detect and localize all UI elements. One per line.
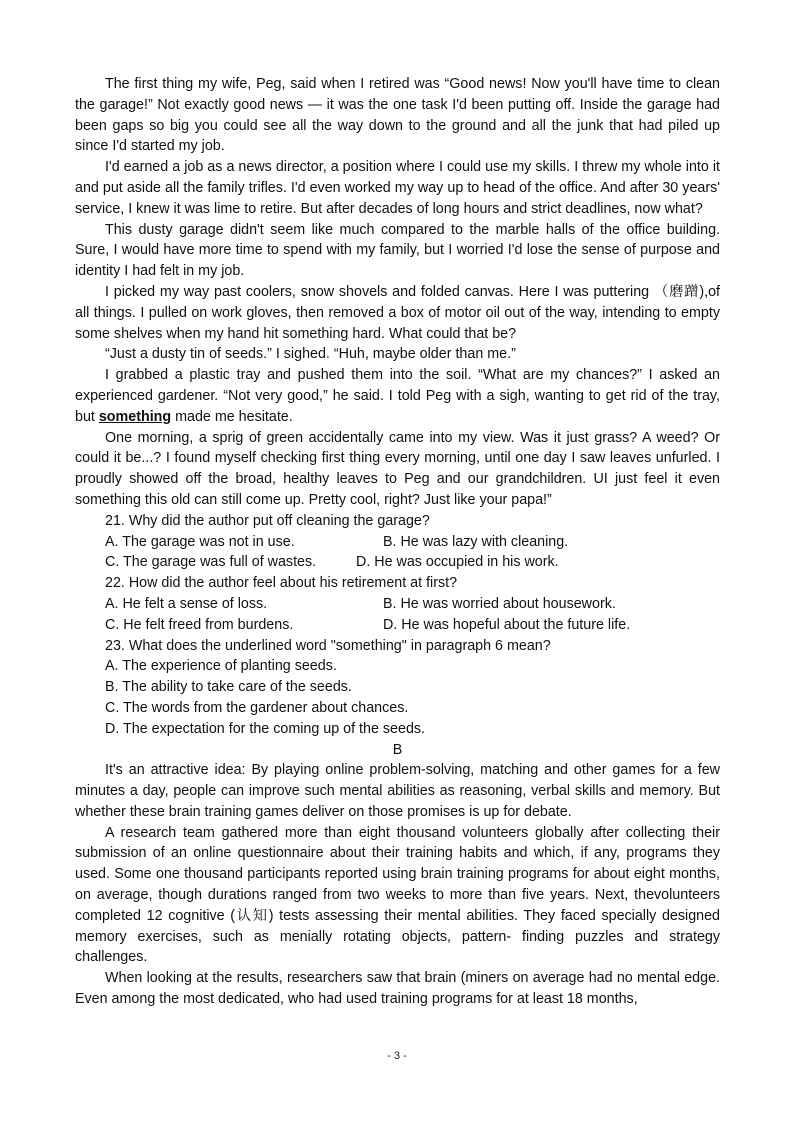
underlined-word: something bbox=[98, 408, 172, 425]
page-number: - 3 - bbox=[387, 1050, 407, 1062]
paragraph: I picked my way past coolers, snow shovels and folded canvas. Here I was puttering （磨蹭),of all things. I pulled on work gloves, then removed a box of motor oil out of the way, intending to empty some shelves when my hand hit something hard. What could that be? bbox=[75, 283, 720, 342]
paragraph: I'd earned a job as a news director, a position where I could use my skills. I threw my whole into it and put aside all the family trifles. I'd even worked my way up to head of the office. And after 30 years' service, I knew it was lime to retire. But after decades of long hours and strict deadlines, now what? bbox=[75, 159, 720, 217]
option-a: A. The garage was not in use. bbox=[105, 533, 295, 550]
option-d: D. The expectation for the coming up of the seeds. bbox=[105, 720, 426, 737]
paragraph: This dusty garage didn't seem like much compared to the marble halls of the office building. Sure, I would have more time to spend with my family, but I worried I'd lose the sense of purpose and identity I had felt in my job. bbox=[75, 221, 720, 280]
option-row bbox=[105, 615, 720, 636]
option-b: B. The ability to take care of the seeds. bbox=[105, 679, 352, 696]
paragraph: A research team gathered more than eight thousand volunteers globally after collecting their submission of an online questionnaire about their training habits and which, if any, programs they used. Some one thousand participants reported using brain training programs for about eight months, on average, though durations ranged from two weeks to more than five years. Next, thevolunteers completed 12 cognitive (认知) tests assessing their mental abilities. They faced specially designed memory exercises, such as menially rotating objects, pattern- finding puzzles and strategy challenges. bbox=[75, 824, 720, 966]
option-c: C. The garage was full of wastes. bbox=[105, 554, 317, 571]
option-a: A. He felt a sense of loss. bbox=[105, 595, 268, 612]
option-d: D. He was occupied in his work. bbox=[356, 554, 559, 571]
paragraph: “Just a dusty tin of seeds.” I sighed. “Huh, maybe older than me.” bbox=[105, 346, 516, 363]
option-d: D. He was hopeful about the future life. bbox=[383, 616, 631, 633]
paragraph: It's an attractive idea: By playing online problem-solving, matching and other games for a few minutes a day, people can improve such mental abilities as reasoning, verbal skills and memory. But whether these brain training games deliver on those promises is up for debate. bbox=[75, 762, 720, 820]
text-segment: I grabbed a plastic tray and pushed them into the soil. “What are my chances?” I asked an experienced gardener. “Not very good,” he said. I told Peg with a sigh, wanting to get rid of the tray, but bbox=[75, 367, 720, 425]
paragraph: One morning, a sprig of green accidentally came into my view. Was it just grass? A weed? Or could it be...? I found myself checking first thing every morning, until one day I saw leaves unfurled. I proudly showed off the broad, healthy leaves to Peg and our grandchildren. UI just feel it even something this old can still come up. Pretty cool, right? Just like your papa!” bbox=[75, 429, 720, 508]
option-c: C. He felt freed from burdens. bbox=[105, 616, 294, 633]
question-stem: 22. How did the author feel about his retirement at first? bbox=[105, 575, 458, 592]
document-page bbox=[75, 74, 720, 1010]
option-c: C. The words from the gardener about chances. bbox=[105, 699, 409, 716]
paragraph-with-underline bbox=[75, 365, 720, 427]
section-label: B bbox=[392, 741, 403, 758]
option-b: B. He was lazy with cleaning. bbox=[383, 533, 569, 550]
option-row bbox=[105, 532, 720, 553]
question-stem: 21. Why did the author put off cleaning the garage? bbox=[105, 512, 430, 529]
paragraph: When looking at the results, researchers saw that brain (miners on average had no mental edge. Even among the most dedicated, who had used training programs for at least 18 months, bbox=[75, 970, 720, 1008]
option-row bbox=[105, 594, 720, 615]
question-stem: 23. What does the underlined word "something" in paragraph 6 mean? bbox=[105, 637, 551, 654]
option-row bbox=[105, 552, 720, 573]
paragraph: The first thing my wife, Peg, said when I retired was “Good news! Now you'll have time to clean the garage!” Not exactly good news — it was the one task I'd been putting off. Inside the garage had been gaps so big you could see all the way down to the ground and all the junk that had piled up since I'd started my job. bbox=[75, 76, 720, 155]
option-b: B. He was worried about housework. bbox=[383, 595, 616, 612]
option-a: A. The experience of planting seeds. bbox=[105, 658, 337, 675]
text-segment: made me hesitate. bbox=[171, 408, 293, 425]
